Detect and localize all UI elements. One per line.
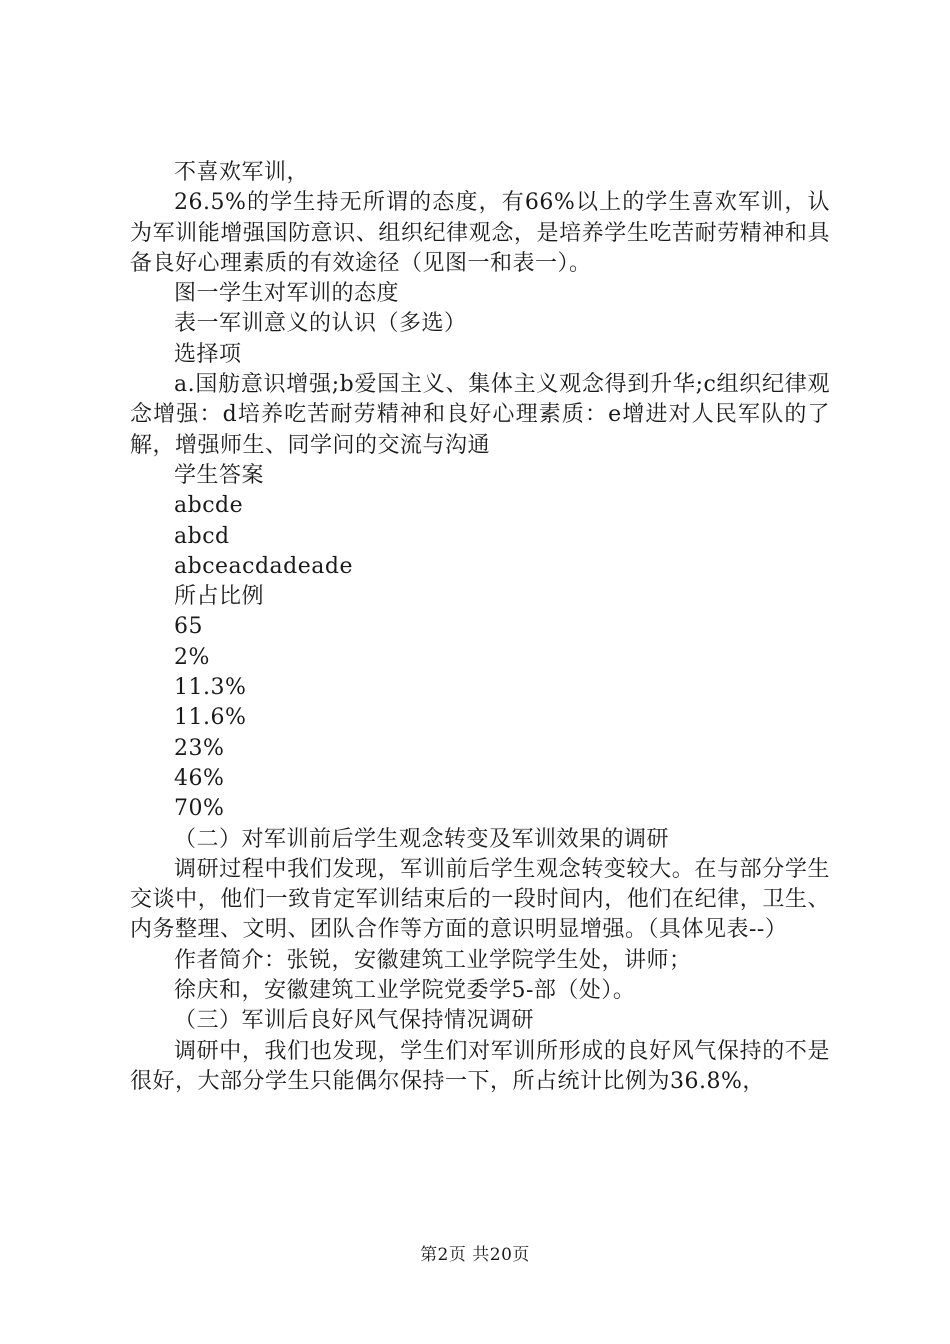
ratio-line: 11.6% [174,705,247,731]
answer-line: abceacdadeade [174,553,353,579]
author-note: 徐庆和，安徽建筑工业学院党委学5-部（处）。 [174,978,636,1004]
figure-caption: 图一学生对军训的态度 [174,281,400,307]
section-heading: （三）军训后良好风气保持情况调研 [174,1008,535,1034]
table-header-options: 选择项 [174,341,242,367]
text-line: 不喜欢军训， [174,160,310,185]
ratio-line: 2% [174,644,210,670]
ratio-line: 23% [174,735,225,761]
ratio-line: 11.3% [174,675,247,701]
ratio-line: 46% [174,765,225,791]
paragraph: 26.5%的学生持无所谓的态度，有66%以上的学生喜欢军训，认为军训能增强国防意识、组织纪律观念，是培养学生吃苦耐劳精神和具备良好心理素质的有效途径（见图一和表一）。 [130,190,830,276]
table-header-ratio: 所占比例 [174,584,265,610]
section-heading: （二）对军训前后学生观念转变及军训效果的调研 [174,826,670,852]
table-caption: 表一军训意义的认识（多选） [174,311,467,337]
answer-line: abcd [174,523,230,549]
ratio-line: 70% [174,796,225,822]
ratio-line: 65 [174,614,203,640]
answer-line: abcde [174,493,244,519]
paragraph: 调研中，我们也发现，学生们对军训所形成的良好风气保持的不是很好，大部分学生只能偶尔保持一下，所占统计比例为36.8%， [130,1038,830,1094]
table-header-answers: 学生答案 [174,462,265,488]
document-body [130,158,830,1097]
page-footer [0,1240,950,1265]
options-paragraph: a.国舫意识增强;b爱国主义、集体主义观念得到升华;c组织纪律观念增强：d培养吃苦耐劳精神和良好心理素质：e增进对人民军队的了解，增强师生、同学问的交流与沟通 [130,372,830,458]
page-number: 第2页 共20页 [420,1245,530,1265]
paragraph: 调研过程中我们发现，军训前后学生观念转变较大。在与部分学生交谈中，他们一致肯定军训结束后的一段时间内，他们在纪律，卫生、内务整理、文明、团队合作等方面的意识明显增强。（具体见表--） [130,856,830,943]
author-note: 作者简介：张锐，安徽建筑工业学院学生处，讲师； [174,947,692,973]
